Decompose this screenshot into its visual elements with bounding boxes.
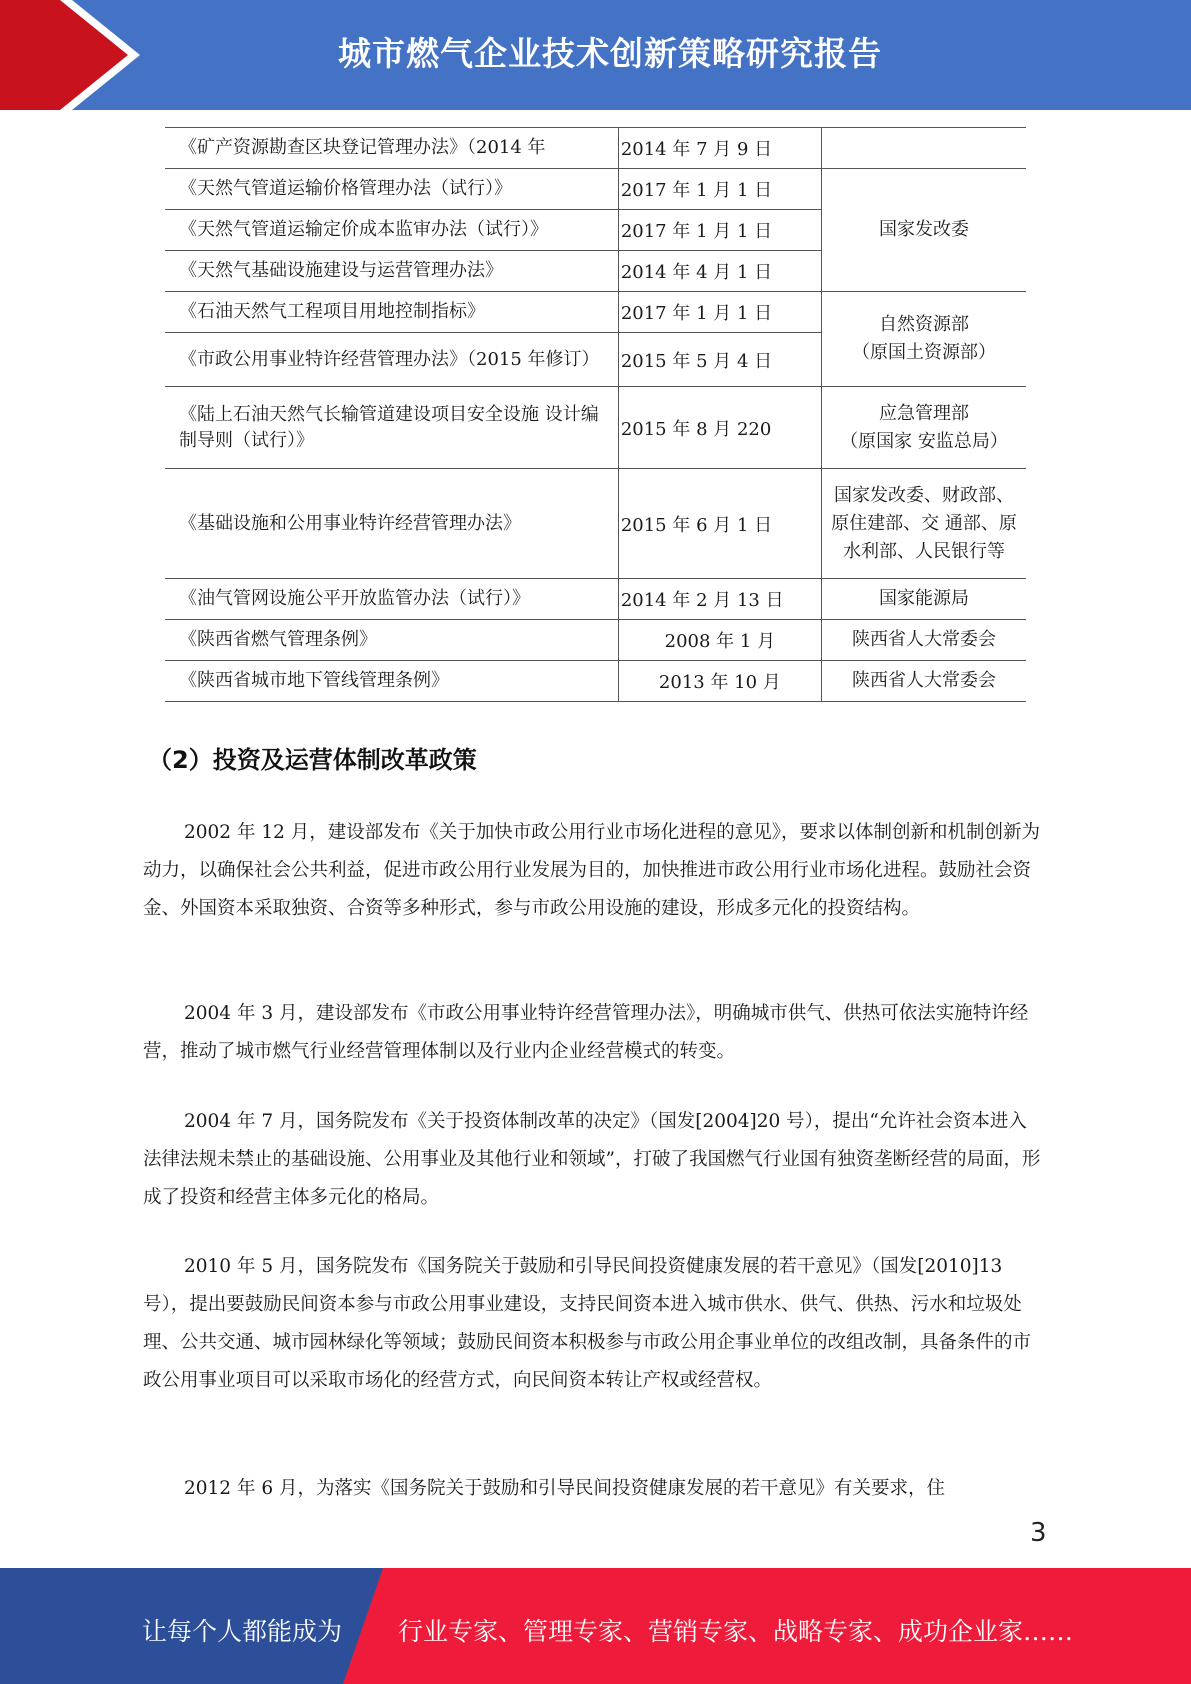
table-row <box>165 469 1026 579</box>
effective-date-cell: 2017 年 1 月 1 日 <box>618 292 821 333</box>
effective-date-cell: 2017 年 1 月 1 日 <box>618 169 821 210</box>
table-row <box>165 387 1026 469</box>
body-paragraph: 2002 年 12 月，建设部发布《关于加快市政公用行业市场化进程的意见》，要求以体制创新和机制创新为动力，以确保社会公共利益，促进市政公用行业发展为目的，加快推进市政公用行业市场化进程。鼓励社会资金、外国资本采取独资、合资等多种形式，参与市政公用设施的建设，形成多元化的投资结构。 <box>143 822 1041 919</box>
policy-name-cell: 《油气管网设施公平开放监管办法（试行）》 <box>165 579 618 620</box>
body-paragraph: 2010 年 5 月，国务院发布《国务院关于鼓励和引导民间投资健康发展的若干意见》（国发[2010]13 号），提出要鼓励民间资本参与市政公用事业建设，支持民间资本进入城市供水、供气、供热、污水和垃圾处理、公共交通、城市园林绿化等领域；鼓励民间资本积极参与市政公用企事业单位的改组改制，具备条件的市政公用事业项目可以采取市场化的经营方式，向民间资本转让产权或经营权。 <box>143 1256 1032 1391</box>
policy-name-cell: 《天然气基础设施建设与运营管理办法》 <box>165 251 618 292</box>
body-paragraph: 2012 年 6 月，为落实《国务院关于鼓励和引导民间投资健康发展的若干意见》有关要求，住 <box>184 1478 945 1499</box>
policy-name-cell: 《陕西省燃气管理条例》 <box>165 620 618 661</box>
effective-date-cell: 2014 年 7 月 9 日 <box>618 128 821 169</box>
effective-date-cell: 2014 年 4 月 1 日 <box>618 251 821 292</box>
policy-name-cell: 《天然气管道运输定价成本监审办法（试行）》 <box>165 210 618 251</box>
table-row <box>165 620 1026 661</box>
effective-date-cell: 2017 年 1 月 1 日 <box>618 210 821 251</box>
table-row <box>165 579 1026 620</box>
report-title: 城市燃气企业技术创新策略研究报告 <box>338 34 882 73</box>
policy-name-cell: 《陆上石油天然气长输管道建设项目安全设施 设计编制导则（试行）》 <box>165 387 618 469</box>
effective-date-cell: 2015 年 6 月 1 日 <box>618 469 821 579</box>
table-row <box>165 292 1026 333</box>
effective-date-cell: 2014 年 2 月 13 日 <box>618 579 821 620</box>
policy-name-cell: 《天然气管道运输价格管理办法（试行）》 <box>165 169 618 210</box>
page-footer <box>0 1568 1191 1684</box>
table-row <box>165 128 1026 169</box>
policy-name-cell: 《市政公用事业特许经营管理办法》（2015 年修订） <box>165 333 618 387</box>
authority-cell: 国家发改委 <box>821 169 1026 292</box>
authority-cell: 陕西省人大常委会 <box>821 661 1026 702</box>
effective-date-cell: 2013 年 10 月 <box>618 661 821 702</box>
footer-slogan-left: 让每个人都能成为 <box>142 1617 343 1646</box>
table-row <box>165 169 1026 210</box>
policy-name-cell: 《基础设施和公用事业特许经营管理办法》 <box>165 469 618 579</box>
authority-cell: 陕西省人大常委会 <box>821 620 1026 661</box>
body-paragraph: 2004 年 3 月，建设部发布《市政公用事业特许经营管理办法》，明确城市供气、供热可依法实施特许经营，推动了城市燃气行业经营管理体制以及行业内企业经营模式的转变。 <box>143 1003 1029 1062</box>
page-number: 3 <box>1030 1518 1047 1548</box>
table-row <box>165 661 1026 702</box>
policy-name-cell: 《石油天然气工程项目用地控制指标》 <box>165 292 618 333</box>
section-heading: （2）投资及运营体制改革政策 <box>148 746 477 774</box>
authority-cell: 国家能源局 <box>821 579 1026 620</box>
authority-cell: 自然资源部 （原国土资源部） <box>821 292 1026 387</box>
authority-cell <box>821 128 1026 169</box>
policy-table <box>165 127 1026 702</box>
effective-date-cell: 2015 年 5 月 4 日 <box>618 333 821 387</box>
policy-name-cell: 《矿产资源勘查区块登记管理办法》（2014 年 <box>165 128 618 169</box>
body-paragraph: 2004 年 7 月，国务院发布《关于投资体制改革的决定》（国发[2004]20 号），提出“允许社会资本进入法律法规未禁止的基础设施、公用事业及其他行业和领域”，打破了我国燃气行业国有独资垄断经营的局面，形成了投资和经营主体多元化的格局。 <box>143 1111 1041 1208</box>
footer-slogan-right: 行业专家、管理专家、营销专家、战略专家、成功企业家…… <box>398 1617 1074 1646</box>
effective-date-cell: 2008 年 1 月 <box>618 620 821 661</box>
authority-cell: 国家发改委、财政部、原住建部、交 通部、原水利部、人民银行等 <box>821 469 1026 579</box>
policy-name-cell: 《陕西省城市地下管线管理条例》 <box>165 661 618 702</box>
page-header <box>0 0 1191 110</box>
effective-date-cell: 2015 年 8 月 220 <box>618 387 821 469</box>
authority-cell: 应急管理部 （原国家 安监总局） <box>821 387 1026 469</box>
